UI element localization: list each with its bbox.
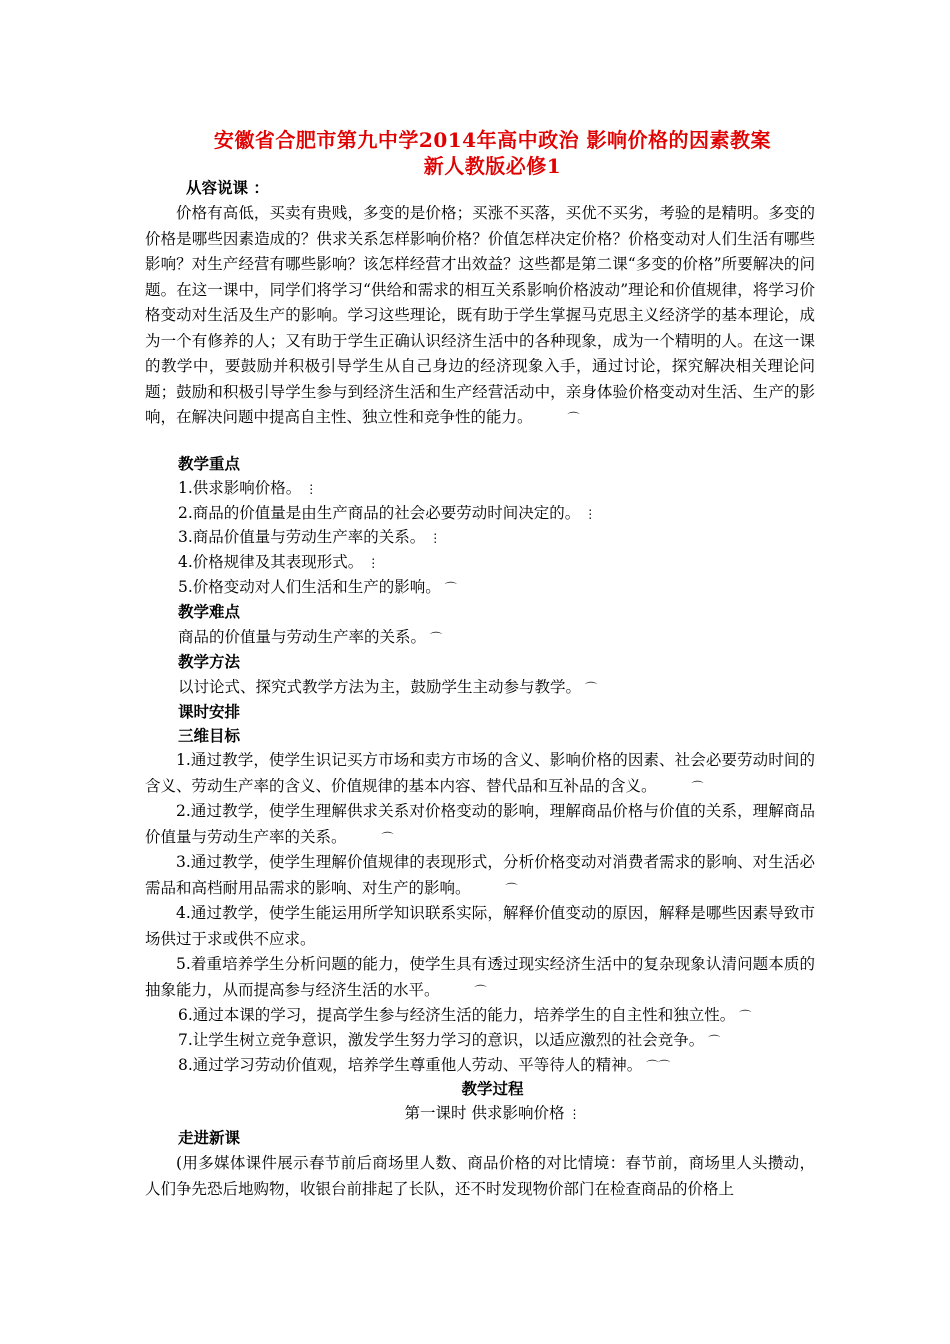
goal-item-4: 4.通过教学，使学生能运用所学知识联系实际，解释价值变动的原因，解释是哪些因素导致市场供过于求或供不应求。 [145,904,815,948]
intro-heading: 从容说课 ： [186,178,269,197]
focus-item-5: 5.价格变动对人们生活和生产的影响。 ⌒ [178,575,457,600]
paragraph-mark-icon: ⌒ [708,1034,721,1048]
paragraph-mark-icon: ⌒ [505,881,518,896]
paragraph-mark-icon: ⌒ [585,681,598,695]
method-heading: 教学方法 [178,652,241,671]
difficulty-text: 商品的价值量与劳动生产率的关系。 ⌒ [178,625,442,650]
new-lesson-text: (用多媒体课件展示春节前后商场里人数、商品价格的对比情境：春节前，商场里人头攒动，人们争先恐后地购物，收银台前排起了长队，还不时发现物价部门在检查商品的价格上 [145,1154,815,1198]
focus-item-4: 4.价格规律及其表现形式。 ⋮ [178,550,379,575]
focus-item-3: 3.商品价值量与劳动生产率的关系。 ⋮ [178,525,441,550]
paragraph-mark-icon: ⌒ [567,411,580,425]
goal-item-5: 5.着重培养学生分析问题的能力，使学生具有透过现实经济生活中的复杂现象认清问题本质的抽象能力，从而提高参与经济生活的水平。 ⌒ [145,952,815,1004]
document-title-line1: 安徽省合肥市第九中学2014年高中政治 影响价格的因素教案 [213,128,772,152]
focus-item-2: 2.商品的价值量是由生产商品的社会必要劳动时间决定的。 ⋮ [178,501,596,526]
line-mark-icon: ⋮ [429,531,442,545]
focus-item-1: 1.供求影响价格。 ⋮ [178,476,317,501]
schedule-heading: 课时安排 [178,702,241,721]
paragraph-mark-icon: ⌒ [739,1009,752,1023]
line-mark-icon: ⋮ [367,556,380,570]
paragraph-mark-icon: ⌒ [474,983,487,998]
goal-item-3: 3.通过教学，使学生理解价值规律的表现形式，分析价格变动对消费者需求的影响、对生活必需品和高档耐用品需求的影响、对生产的影响。 ⌒ [145,850,815,902]
method-text: 以讨论式、探究式教学方法为主，鼓励学生主动参与教学。 ⌒ [178,675,597,700]
goals-heading: 三维目标 [178,726,241,745]
process-heading: 教学过程 [461,1079,524,1098]
paragraph-mark-icon: ⌒ [381,830,394,845]
paragraph-mark-icon: ⌒ [691,779,704,794]
line-mark-icon: ⋮ [568,1107,581,1121]
intro-paragraph: 价格有高低，买卖有贵贱，多变的是价格；买涨不买落，买优不买劣，考验的是精明。多变的价格是哪些因素造成的？供求关系怎样影响价格？价值怎样决定价格？价格变动对人们生活有哪些影响？对生产经营有哪些影响？该怎样经营才出效益？这些都是第二课“多变的价格”所要解决的问题。在这一课中，同学们将学习“供给和需求的相互关系影响价格波动”理论和价值规律，将学习价格变动对生活及生产的影响。学习这些理论，既有助于学生掌握马克思主义经济学的基本理论，成为一个有修养的人；又有助于学生正确认识经济生活中的各种现象，成为一个精明的人。在这一课的教学中，要鼓励并积极引导学生从自己身边的经济现象入手，通过讨论，探究解决相关理论问题；鼓励和积极引导学生参与到经济生活和生产经营活动中，亲身体验价格变动对生活、生产的影响，在解决问题中提高自主性、独立性和竞争性的能力。 ⌒ [145,201,815,432]
new-lesson-heading: 走进新课 [178,1128,241,1147]
paragraph-mark-icon: ⌒⌒ [646,1059,671,1073]
paragraph-mark-icon: ⌒ [444,581,457,595]
difficulty-heading: 教学难点 [178,602,241,621]
goal-item-1: 1.通过教学，使学生识记买方市场和卖方市场的含义、影响价格的因素、社会必要劳动时间的含义、劳动生产率的含义、价值规律的基本内容、替代品和互补品的含义。 ⌒ [145,748,815,800]
goal-item-2: 2.通过教学，使学生理解供求关系对价格变动的影响，理解商品价格与价值的关系，理解商品价值量与劳动生产率的关系。 ⌒ [145,799,815,851]
goal-item-6: 6.通过本课的学习，提高学生参与经济生活的能力，培养学生的自主性和独立性。 ⌒ [178,1003,751,1028]
line-mark-icon: ⋮ [305,482,318,496]
goal-item-7: 7.让学生树立竞争意识，激发学生努力学习的意识，以适应激烈的社会竞争。 ⌒ [178,1028,720,1053]
line-mark-icon: ⋮ [584,507,597,521]
focus-heading: 教学重点 [178,454,241,473]
lesson1-title: 第一课时 供求影响价格 ⋮ [120,1101,865,1126]
goal-item-8: 8.通过学习劳动价值观，培养学生尊重他人劳动、平等待人的精神。 ⌒⌒ [178,1053,670,1078]
paragraph-mark-icon: ⌒ [430,631,443,645]
document-title-line2: 新人教版必修1 [423,154,562,178]
